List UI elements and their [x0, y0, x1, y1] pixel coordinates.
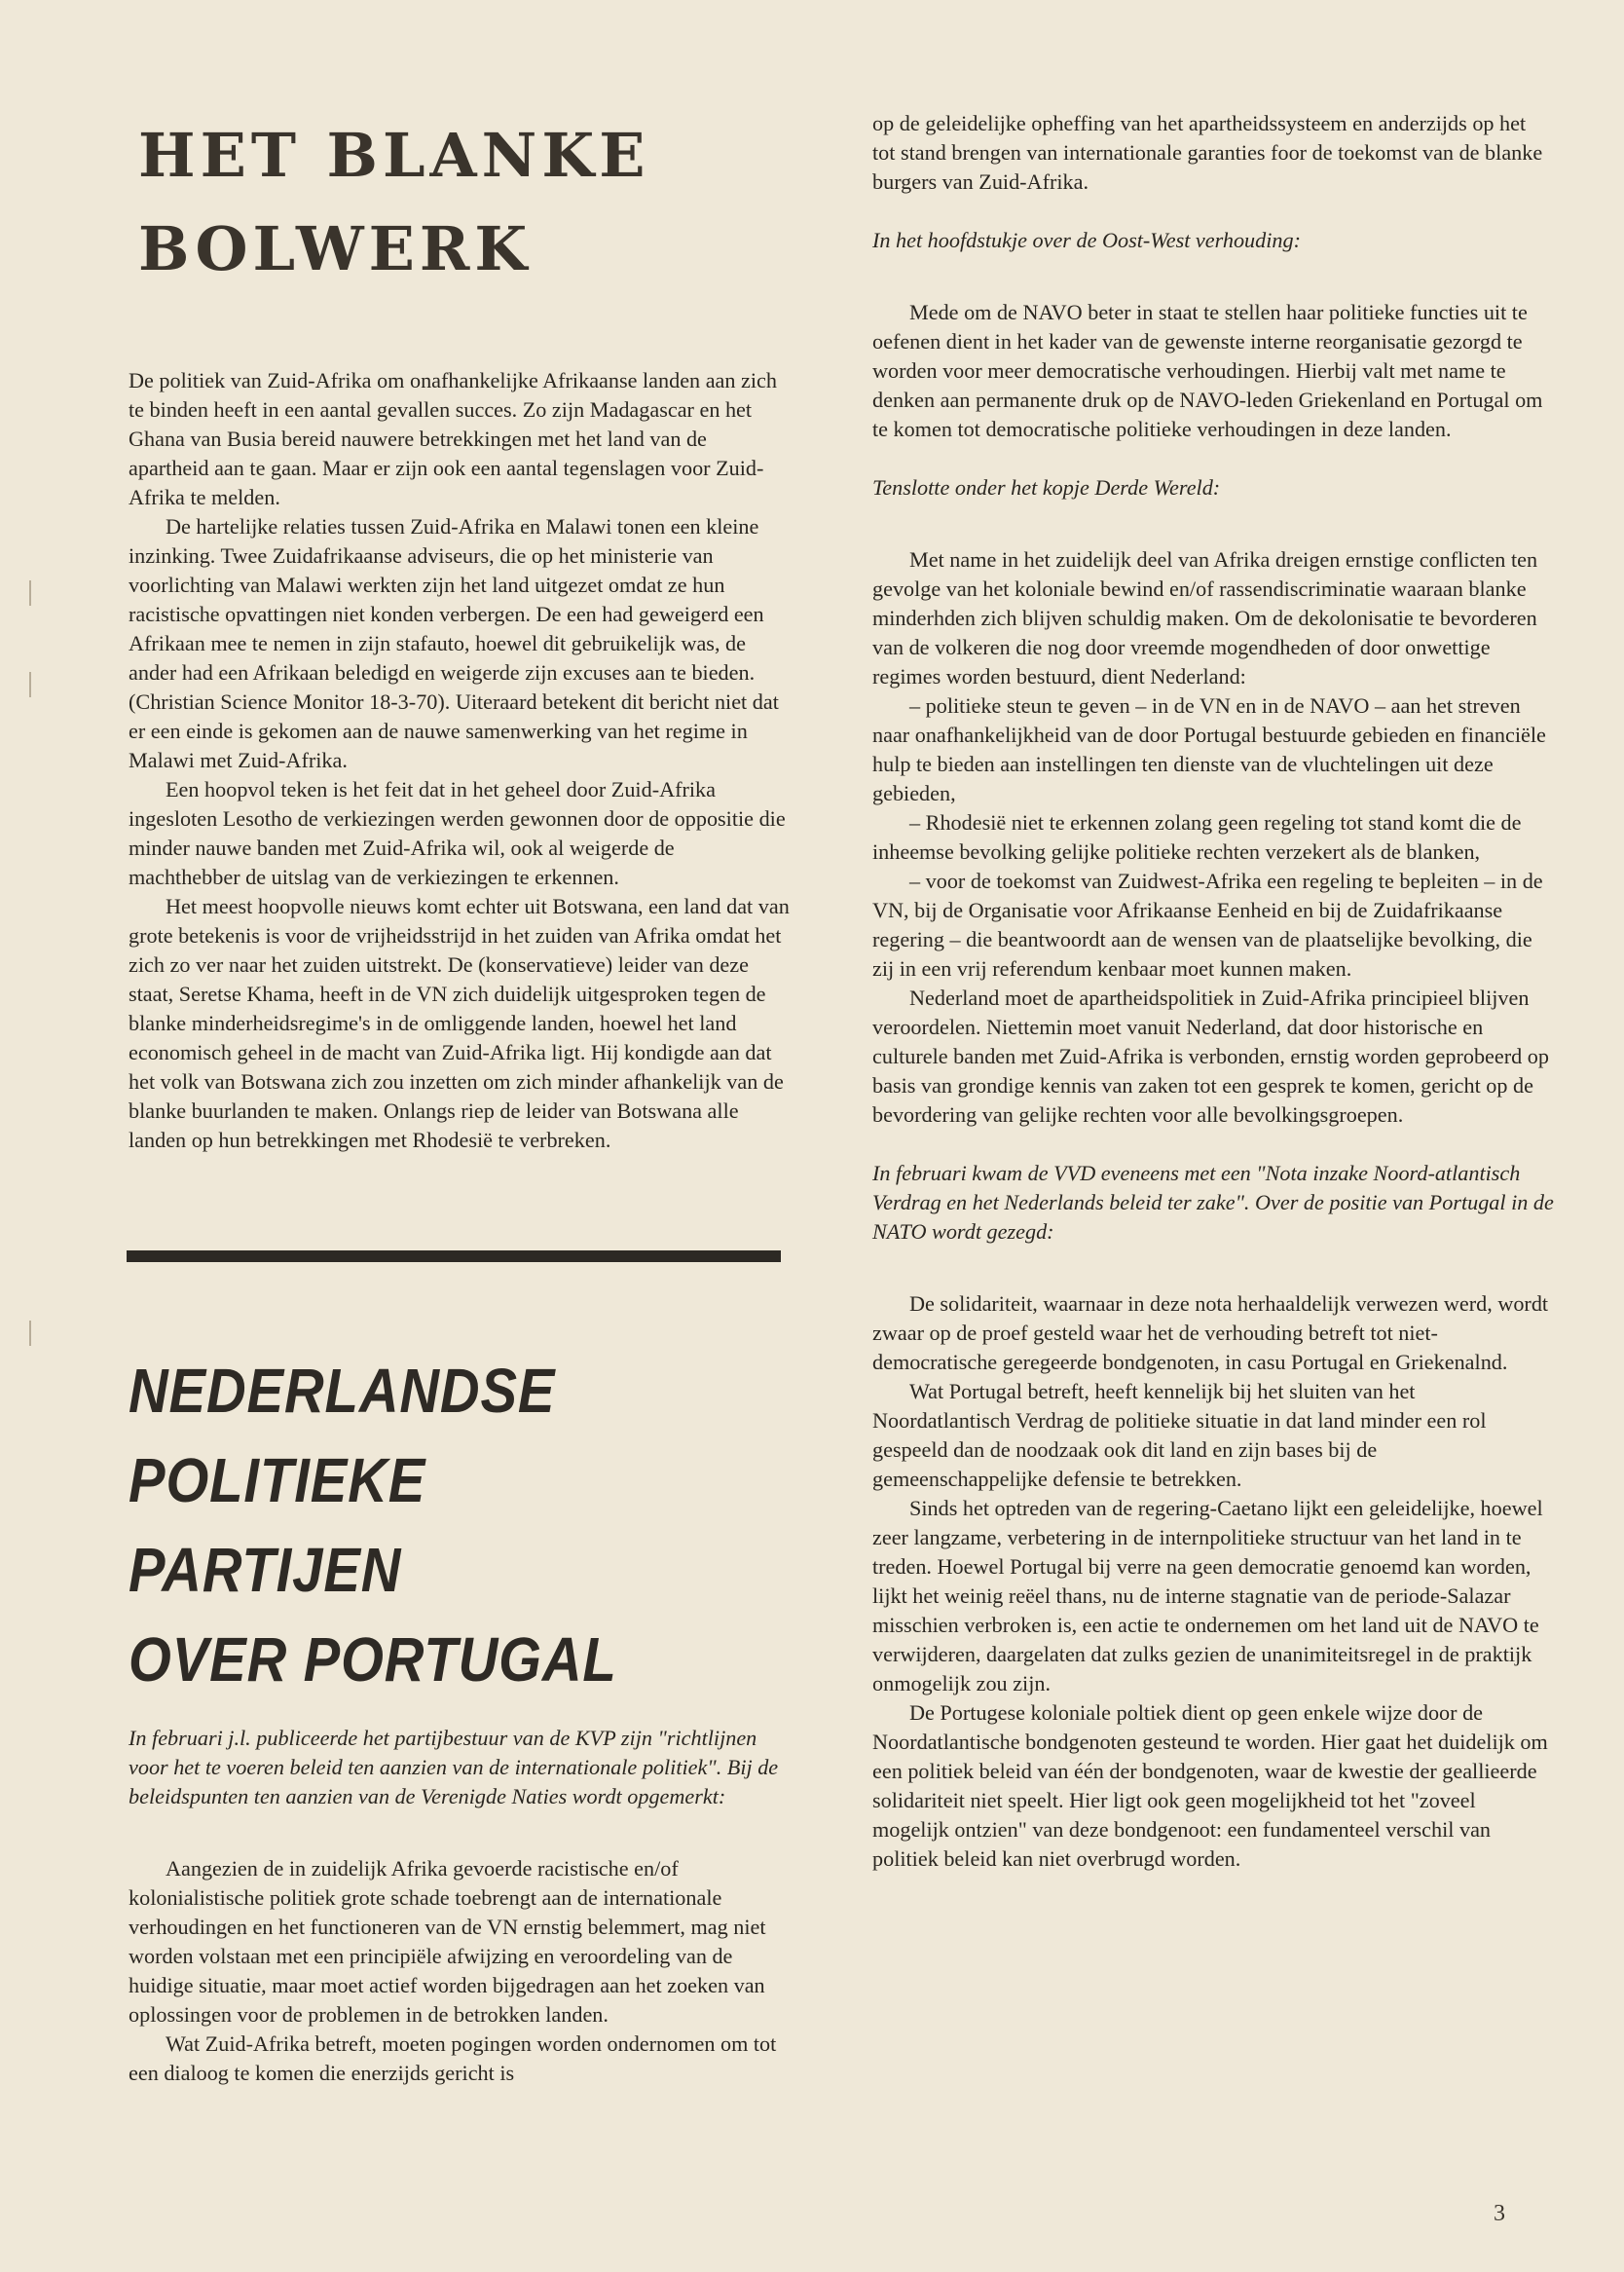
paragraph: Met name in het zuidelijk deel van Afrika dreigen ernstige conflicten ten gevolge van het koloniale bewind en/of rassendiscriminatie waaraan blanke minderhden zich blijven schuldig maken. Om de dekolonisatie te bevorderen van de volkeren die nog door vreemde mogendheden of door onwettige regimes worden bestuurd, dient Nederland:: [872, 547, 1538, 689]
left-column: [129, 109, 791, 2088]
section-divider: [127, 1250, 781, 1262]
headline-line: OVER PORTUGAL: [129, 1624, 617, 1695]
quote-block: [872, 545, 1554, 1130]
paragraph: De politiek van Zuid-Afrika om onafhankelijke Afrikaanse landen aan zich te binden heeft in een aantal gevallen succes. Zo zijn Madagascar en het Ghana van Busia bereid nauwere betrekkingen met het land van de apartheid aan te gaan. Maar er zijn ook een aantal tegenslagen voor Zuid-Afrika te melden.: [129, 368, 777, 509]
headline-line: NEDERLANDSE: [129, 1356, 556, 1426]
article-intro: In februari j.l. publiceerde het partijbestuur van de KVP zijn "richtlijnen voor het te voeren beleid ten aanzien van de internationale politiek". Bij de beleidspunten ten aanzien van de Verenigde Naties wordt opgemerkt:: [129, 1726, 779, 1808]
paragraph: De Portugese koloniale poltiek dient op geen enkele wijze door de Noordatlantische bondgenoten gesteund te worden. Hier gaat het duidelijk om een politiek beleid van één der bondgenoten, waar de kwestie der geallieerde solidariteit niet speelt. Hier ligt ook geen mogelijkheid tot het "zoveel mogelijk ontzien" van deze bondgenoot: een fundamenteel verschil van politiek beleid kan niet overbrugd worden.: [872, 1700, 1548, 1871]
headline-line: POLITIEKE PARTIJEN: [129, 1445, 426, 1605]
paragraph: De solidariteit, waarnaar in deze nota herhaaldelijk verwezen werd, wordt zwaar op de proef gesteld waar het de verhouding betreft tot niet-democratische geregeerde bondgenoten, in casu Portugal en Griekenalnd.: [872, 1291, 1549, 1374]
right-column: [872, 109, 1554, 1874]
margin-mark: [29, 672, 31, 697]
paragraph: – politieke steun te geven – in de VN en in de NAVO – aan het streven naar onafhankelijkheid van de door Portugal bestuurde gebieden en financiële hulp te bieden aan instellingen ten dienste van de vluchtelingen uit deze gebieden,: [872, 693, 1546, 805]
paragraph: Sinds het optreden van de regering-Caetano lijkt een geleidelijke, hoewel zeer langzame, verbetering in de internpolitieke structuur van het land in te treden. Hoewel Portugal bij verre na geen democratie genoemd kan worden, lijkt het weinig reëel thans, nu de interne stagnatie van de periode-Salazar misschien verbroken is, een actie te ondernemen om het land uit de NAVO te verwijderen, daargelaten dat zulks gezien de unanimiteitsregel in de praktijk onmogelijk zou zijn.: [872, 1496, 1543, 1695]
quote-block: [872, 298, 1554, 444]
paragraph: Het meest hoopvolle nieuws komt echter uit Botswana, een land dat van grote betekenis is voor de vrijheidsstrijd in het zuiden van Afrika omdat het zich zo ver naar het zuiden uitstrekt. De (konservatieve) leider van deze staat, Seretse Khama, heeft in de VN zich duidelijk uitgesproken tegen de blanke minderheidsregime's in de omliggende landen, hoewel het land economisch geheel in de macht van Zuid-Afrika ligt. Hij kondigde aan dat het volk van Botswana zich zou inzetten om zich minder afhankelijk van de blanke buurlanden te maken. Onlangs riep de leider van Botswana alle landen op hun betrekkingen met Rhodesië te verbreken.: [129, 894, 790, 1152]
article-bolwerk: [129, 366, 791, 1155]
article-partijen: [129, 1854, 791, 2088]
subheading: Tenslotte onder het kopje Derde Wereld:: [872, 475, 1221, 500]
paragraph: Mede om de NAVO beter in staat te stellen haar politieke functies uit te oefenen dient in het kader van de gewenste interne reorganisatie gezorgd te worden voor meer democratische verhoudingen. Hierbij valt met name te denken aan permanente druk op de NAVO-leden Griekenland en Portugal om te komen tot democratische politieke verhoudingen in deze landen.: [872, 300, 1543, 441]
paragraph: op de geleidelijke opheffing van het apartheidssysteem en anderzijds op het tot stand brengen van internationale garanties foor de toekomst van de blanke burgers van Zuid-Afrika.: [872, 111, 1543, 194]
paragraph: Nederland moet de apartheidspolitiek in Zuid-Afrika principieel blijven veroordelen. Niettemin moet vanuit Nederland, dat door historische en culturele banden met Zuid-Afrika is verbonden, ernstig worden geprobeerd op basis van grondige kennis van zaken tot een gesprek te komen, gericht op de bevordering van gelijke rechten voor alle bevolkingsgroepen.: [872, 986, 1549, 1127]
paragraph: De hartelijke relaties tussen Zuid-Afrika en Malawi tonen een kleine inzinking. Twee Zuidafrikaanse adviseurs, die op het ministerie van voorlichting van Malawi werkten zijn het land uitgezet omdat ze hun racistische opvattingen niet konden verbergen. De een had geweigerd een Afrikaan mee te nemen in zijn stafauto, hoewel dit gebruikelijk was, de ander had een Afrikaan beledigd en weigerde zijn excuses aan te bieden. (Christian Science Monitor 18-3-70). Uiteraard betekent dit bericht niet dat er een einde is gekomen aan de nauwe samenwerking van het regime in Malawi met Zuid-Afrika.: [129, 514, 779, 772]
headline-nederlandse-partijen: [129, 1346, 711, 1704]
paragraph: – voor de toekomst van Zuidwest-Afrika een regeling te bepleiten – in de VN, bij de Organisatie voor Afrikaanse Eenheid en bij de Zuidafrikaanse regering – die beantwoordt aan de wensen van de plaatselijke bevolking, die zij in een vrij referendum kenbaar moet kunnen maken.: [872, 869, 1543, 981]
continuation: [872, 109, 1554, 197]
quote-block: [872, 1289, 1554, 1874]
margin-mark: [29, 1321, 31, 1346]
subheading: In het hoofdstukje over de Oost-West verhouding:: [872, 228, 1301, 252]
headline-line: HET BLANKE: [138, 120, 650, 191]
headline-line: BOLWERK: [138, 213, 533, 284]
paragraph: Wat Zuid-Afrika betreft, moeten pogingen worden ondernomen om tot een dialoog te komen die enerzijds gericht is: [129, 2031, 777, 2085]
paragraph: Aangezien de in zuidelijk Afrika gevoerde racistische en/of kolonialistische politiek grote schade toebrengt aan de internationale verhoudingen en het functioneren van de VN ernstig belemmert, mag niet worden volstaan met een principiële afwijzing en veroordeling van de huidige situatie, maar moet actief worden bijgedragen aan het zoeken van oplossingen voor de problemen in de betrokken landen.: [129, 1856, 766, 2027]
subheading: In februari kwam de VVD eveneens met een "Nota inzake Noord-atlantisch Verdrag en het Nederlands beleid ter zake". Over de positie van Portugal in de NATO wordt gezegd:: [872, 1161, 1554, 1244]
paragraph: – Rhodesië niet te erkennen zolang geen regeling tot stand komt die de inheemse bevolking gelijke politieke rechten verzekert als de blanken,: [872, 810, 1522, 864]
headline-het-blanke-bolwerk: [138, 109, 791, 296]
page-number: 3: [1494, 2201, 1505, 2226]
paragraph: Wat Portugal betreft, heeft kennelijk bij het sluiten van het Noordatlantisch Verdrag de politieke situatie in dat land minder een rol gespeeld dan de noodzaak ook dit land en zijn bases bij de gemeenschappelijke defensie te betrekken.: [872, 1379, 1487, 1491]
margin-mark: [29, 580, 31, 606]
paragraph: Een hoopvol teken is het feit dat in het geheel door Zuid-Afrika ingesloten Lesotho de verkiezingen werden gewonnen door de oppositie die minder nauwe banden met Zuid-Afrika wil, ook al weigerde de machthebber de uitslag van de verkiezingen te erkennen.: [129, 777, 786, 889]
